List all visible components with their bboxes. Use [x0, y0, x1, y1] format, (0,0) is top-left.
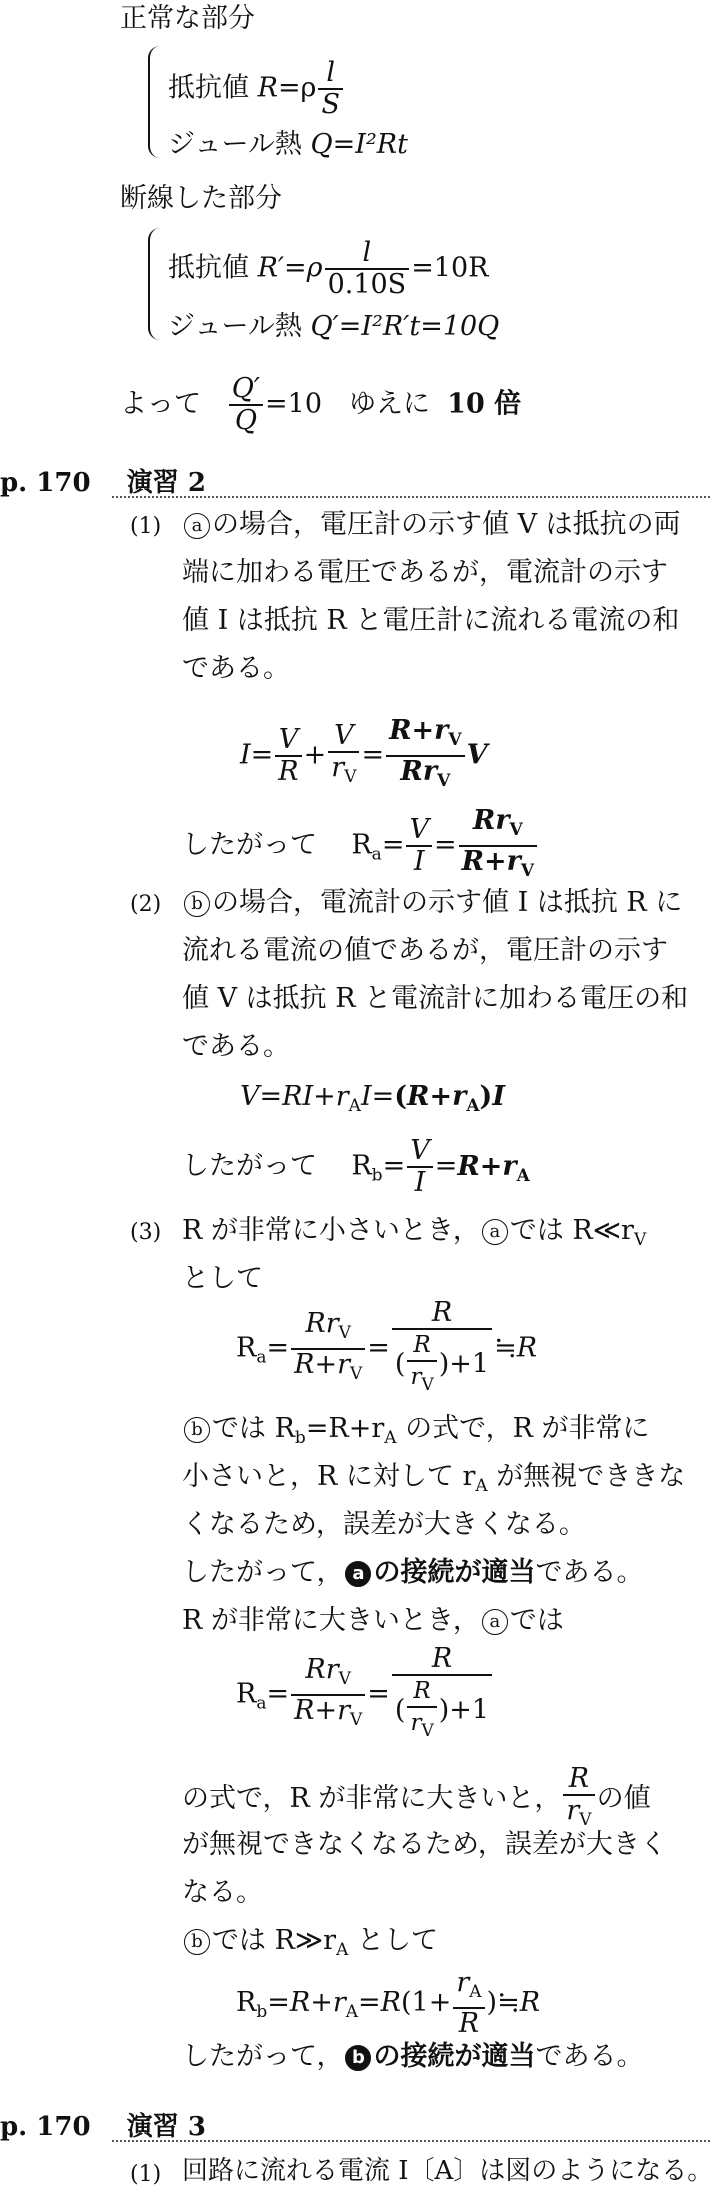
q1-line-1: a の場合，電圧計の示す値 V は抵抗の両: [182, 508, 681, 542]
equation: I= $\frac{V}{R}$ + $\frac{V}{r_V}$ = $\frac{R+r_V}{Rr_V}$ V: [240, 715, 488, 791]
q3-line-12: したがって， b の接続が適当である。: [182, 2041, 644, 2072]
q1-number: (1): [130, 514, 162, 539]
circle-b-icon: b: [184, 891, 210, 917]
equation: $R_a=$ $\frac{Rr_V}{R+r_V}$ = R ( $\frac{R}{r_V}$ )+1 ≒R: [236, 1297, 538, 1395]
brace: [148, 228, 164, 340]
s3-q1-number: (1): [130, 2162, 162, 2187]
section-3-heading: p. 170 演習 3: [0, 2112, 206, 2142]
q2-line-1: b の場合，電流計の示す値 I は抵抗 R に: [182, 886, 682, 920]
q3-line-1: R が非常に小さいとき， a では $R≪r_V$: [182, 1215, 647, 1250]
broken-heading: 断線した部分: [120, 183, 282, 214]
circle-a-icon: a: [184, 513, 210, 539]
q3-line-10: なる。: [182, 1877, 263, 1908]
q3-line-5: くなるため，誤差が大きくなる。: [182, 1509, 586, 1540]
conclusion: よって $\frac{Q'}{Q}$ =10 ゆえに 10 倍: [120, 373, 522, 436]
q3-line-6: したがって， a の接続が適当である。: [182, 1557, 644, 1588]
q1-line-3: 値 I は抵抗 R と電圧計に流れる電流の和: [182, 605, 680, 636]
divider: [112, 2140, 710, 2142]
normal-heading: 正常な部分: [120, 3, 255, 34]
equation: $R_b=R+r_A=R(1+$ $\frac{r_A}{R}$ )≒R: [236, 1967, 541, 2039]
q3-line-4: 小さいと，R に対して $r_A$ が無視でききな: [182, 1461, 686, 1496]
q3-number: (3): [130, 1220, 162, 1245]
normal-resistance: 抵抗値 R=ρ $\frac{l}{S}$: [168, 58, 345, 120]
q2-number: (2): [130, 892, 162, 917]
equation: $V=RI+r_AI=(R+r_A)I$: [240, 1081, 505, 1116]
q3-line-7: R が非常に大きいとき， a では: [182, 1605, 564, 1636]
q3-line-9: が無視できなくなるため，誤差が大きく: [182, 1829, 667, 1860]
q2-line-3: 値 V は抵抗 R と電流計に加わる電圧の和: [182, 983, 689, 1014]
q2-result: したがって $R_b=$ $\frac{V}{I}$ $=R+r_A$: [182, 1135, 530, 1198]
q1-result: したがって $R_a=$ $\frac{V}{I}$ = $\frac{Rr_V}{R+r_V}$: [182, 806, 539, 886]
q3-line-8: の式で，R が非常に大きいと， $\frac{R}{r_V}$ の値: [182, 1763, 651, 1830]
broken-joule: ジュール熱 Q′=I²R′t=10Q: [168, 311, 500, 342]
brace: [148, 46, 164, 158]
q3-line-2: として: [182, 1263, 263, 1294]
broken-resistance: 抵抗値 R′=ρ $\frac{l}{0.10S}$ =10R: [168, 237, 489, 300]
divider: [112, 496, 710, 498]
section-2-heading: p. 170 演習 2: [0, 468, 206, 498]
q2-line-4: である。: [182, 1031, 290, 1062]
q3-line-3: b では $R_b=R+r_A$ の式で，R が非常に: [182, 1412, 650, 1455]
equation: $R_a=$ $\frac{Rr_V}{R+r_V}$ = R ( $\frac{R}{r_V}$ )+1: [236, 1644, 494, 1746]
q2-line-2: 流れる電流の値であるが，電圧計の示す: [182, 935, 668, 966]
q1-line-4: である。: [182, 653, 290, 684]
q3-line-11: b では $R≫r_A$ として: [182, 1924, 438, 1967]
s3-q1-line-1: 回路に流れる電流 I〔A〕は図のようになる。: [182, 2156, 714, 2186]
q1-line-2: 端に加わる電圧であるが，電流計の示す: [182, 557, 668, 588]
normal-joule: ジュール熱 Q=I²Rt: [168, 129, 408, 160]
